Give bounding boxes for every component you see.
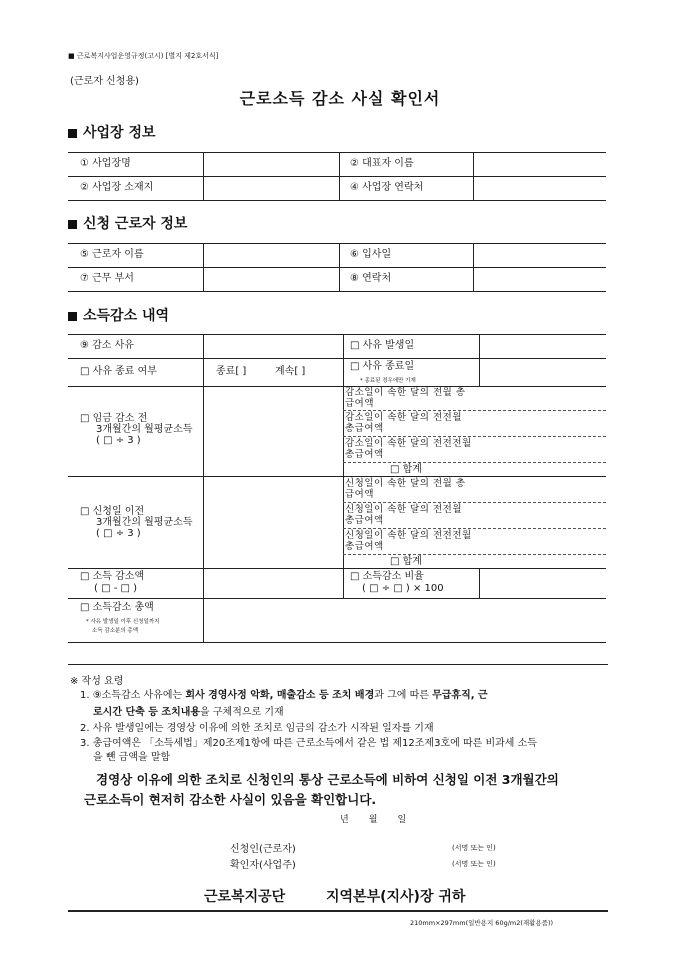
confirmer-signature[interactable]: (서명 또는 인) <box>452 860 496 868</box>
total-decrease-note-1: * 사유 발생일 이후 신청일까지 <box>86 619 160 625</box>
label-reduction-reason: ⑨ 감소 사유 <box>80 340 134 351</box>
after-item-2: 신청일이 속한 달의 전전월 총급여액 <box>345 504 463 526</box>
total-decrease-note-2: 소득 감소분의 총액 <box>92 628 139 634</box>
bullet-square-icon <box>68 129 77 138</box>
form-reference: ■ 근로복지사업운영규정(고시) [별지 제2호서식] <box>68 52 219 60</box>
label-representative-name: ② 대표자 이름 <box>350 158 414 169</box>
guide-item-3-cont: 을 뺀 금액을 말함 <box>93 752 171 763</box>
hire-date-field[interactable] <box>475 245 605 265</box>
label-decrease-rate: □ 소득감소 비율 <box>350 571 424 582</box>
label-before-average-sub: 3개월간의 월평균소득 <box>96 424 193 435</box>
section-heading-applicant: 신청 근로자 정보 <box>68 213 187 233</box>
applicant-label: 신청인(근로자) <box>230 844 296 855</box>
date-line[interactable]: 년 월 일 <box>340 815 407 825</box>
bullet-square-icon <box>68 220 77 229</box>
confirm-text-line2: 근로소득이 현저히 감소한 사실이 있음을 확인합니다. <box>84 792 377 807</box>
label-after-average: □ 신청일 이전 <box>80 506 145 517</box>
department-field[interactable] <box>205 269 337 289</box>
confirmer-label: 확인자(사업주) <box>230 860 296 871</box>
reduction-reason-field[interactable] <box>205 336 341 356</box>
label-hire-date: ⑥ 입사일 <box>350 249 392 260</box>
end-date-field[interactable] <box>481 360 605 384</box>
guide-heading: ※ 작성 요령 <box>70 676 124 687</box>
after-item-3: 신청일이 속한 달의 전전전월 총급여액 <box>345 530 472 552</box>
worker-name-field[interactable] <box>205 245 337 265</box>
addressee-org: 근로복지공단 <box>204 889 286 905</box>
guide-item-2: 2. 사유 발생일에는 경영상 이유에 의한 조치로 임금의 감소가 시작된 일자를 기재 <box>80 723 434 734</box>
applicant-note: (근로자 신청용) <box>70 76 139 87</box>
section-heading-workplace: 사업장 정보 <box>68 122 156 142</box>
representative-name-field[interactable] <box>475 154 605 174</box>
before-item-3: 감소일이 속한 달의 전전전월 총급여액 <box>345 438 472 460</box>
end-date-note: * 종료된 경우에만 기재 <box>360 378 416 384</box>
contact-field[interactable] <box>475 269 605 289</box>
before-item-2: 감소일이 속한 달의 전전월 총급여액 <box>345 412 463 434</box>
after-item-1: 신청일이 속한 달의 전월 총급여액 <box>345 478 466 500</box>
applicant-signature[interactable]: (서명 또는 인) <box>452 844 496 852</box>
decrease-rate-field[interactable] <box>481 570 605 596</box>
label-workplace-name: ① 사업장명 <box>80 158 131 169</box>
reason-date-field[interactable] <box>481 336 605 356</box>
guide-item-3: 3. 총급여액은 「소득세법」제20조제1항에 따른 근로소득에서 같은 법 제12조제3호에 따른 비과세 소득 <box>80 738 537 749</box>
label-decrease-amount: □ 소득 감소액 <box>80 571 145 582</box>
label-workplace-address: ② 사업장 소재지 <box>80 182 154 193</box>
workplace-contact-field[interactable] <box>475 178 605 198</box>
page-title: 근로소득 감소 사실 확인서 <box>239 89 441 108</box>
paper-spec: 210mm×297mm(일반용지 60g/m2(재활용품)) <box>410 919 554 927</box>
label-contact: ⑧ 연락처 <box>350 273 392 284</box>
confirm-text-line1: 경영상 이유에 의한 조치로 신청인의 통상 근로소득에 비하여 신청일 이전 3개월간의 <box>96 772 559 787</box>
after-total-label: □ 합계 <box>390 556 422 567</box>
section-heading-income: 소득감소 내역 <box>68 305 169 325</box>
total-decrease-field[interactable] <box>205 600 605 640</box>
label-department: ⑦ 근무 부서 <box>80 273 134 284</box>
label-end-whether: □ 사유 종료 여부 <box>80 366 157 377</box>
guide-item-1-cont: 로시간 단축 등 조치내용을 구체적으로 기재 <box>93 707 284 718</box>
workplace-address-field[interactable] <box>205 178 337 198</box>
option-ended[interactable]: 종료[ ] <box>216 366 247 377</box>
label-decrease-rate-formula: ( □ ÷ □ ) × 100 <box>362 583 444 594</box>
workplace-name-field[interactable] <box>205 154 337 174</box>
label-decrease-formula: ( □ - □ ) <box>94 583 138 594</box>
addressee: 지역본부(지사)장 귀하 <box>326 889 466 905</box>
label-end-date: □ 사유 종료일 <box>350 361 415 372</box>
bullet-square-icon <box>68 312 77 321</box>
label-worker-name: ⑤ 근로자 이름 <box>80 249 144 260</box>
decrease-amount-field[interactable] <box>205 570 341 596</box>
before-item-1: 감소일이 속한 달의 전월 총급여액 <box>345 387 466 409</box>
label-workplace-contact: ④ 사업장 연락처 <box>350 182 424 193</box>
before-total-label: □ 합계 <box>390 464 422 475</box>
label-after-average-sub: 3개월간의 월평균소득 <box>96 517 193 528</box>
option-continuing[interactable]: 계속[ ] <box>275 366 306 377</box>
guide-item-1: 1. ⑨소득감소 사유에는 회사 경영사정 악화, 매출감소 등 조치 배경과 그에 따른 무급휴직, 근 <box>80 690 488 701</box>
label-after-formula: ( □ ÷ 3 ) <box>96 528 141 539</box>
label-before-average: □ 임금 감소 전 <box>80 413 148 424</box>
label-total-decrease: □ 소득감소 총액 <box>80 602 154 613</box>
label-before-formula: ( □ ÷ 3 ) <box>96 435 141 446</box>
label-reason-date: □ 사유 발생일 <box>350 340 415 351</box>
